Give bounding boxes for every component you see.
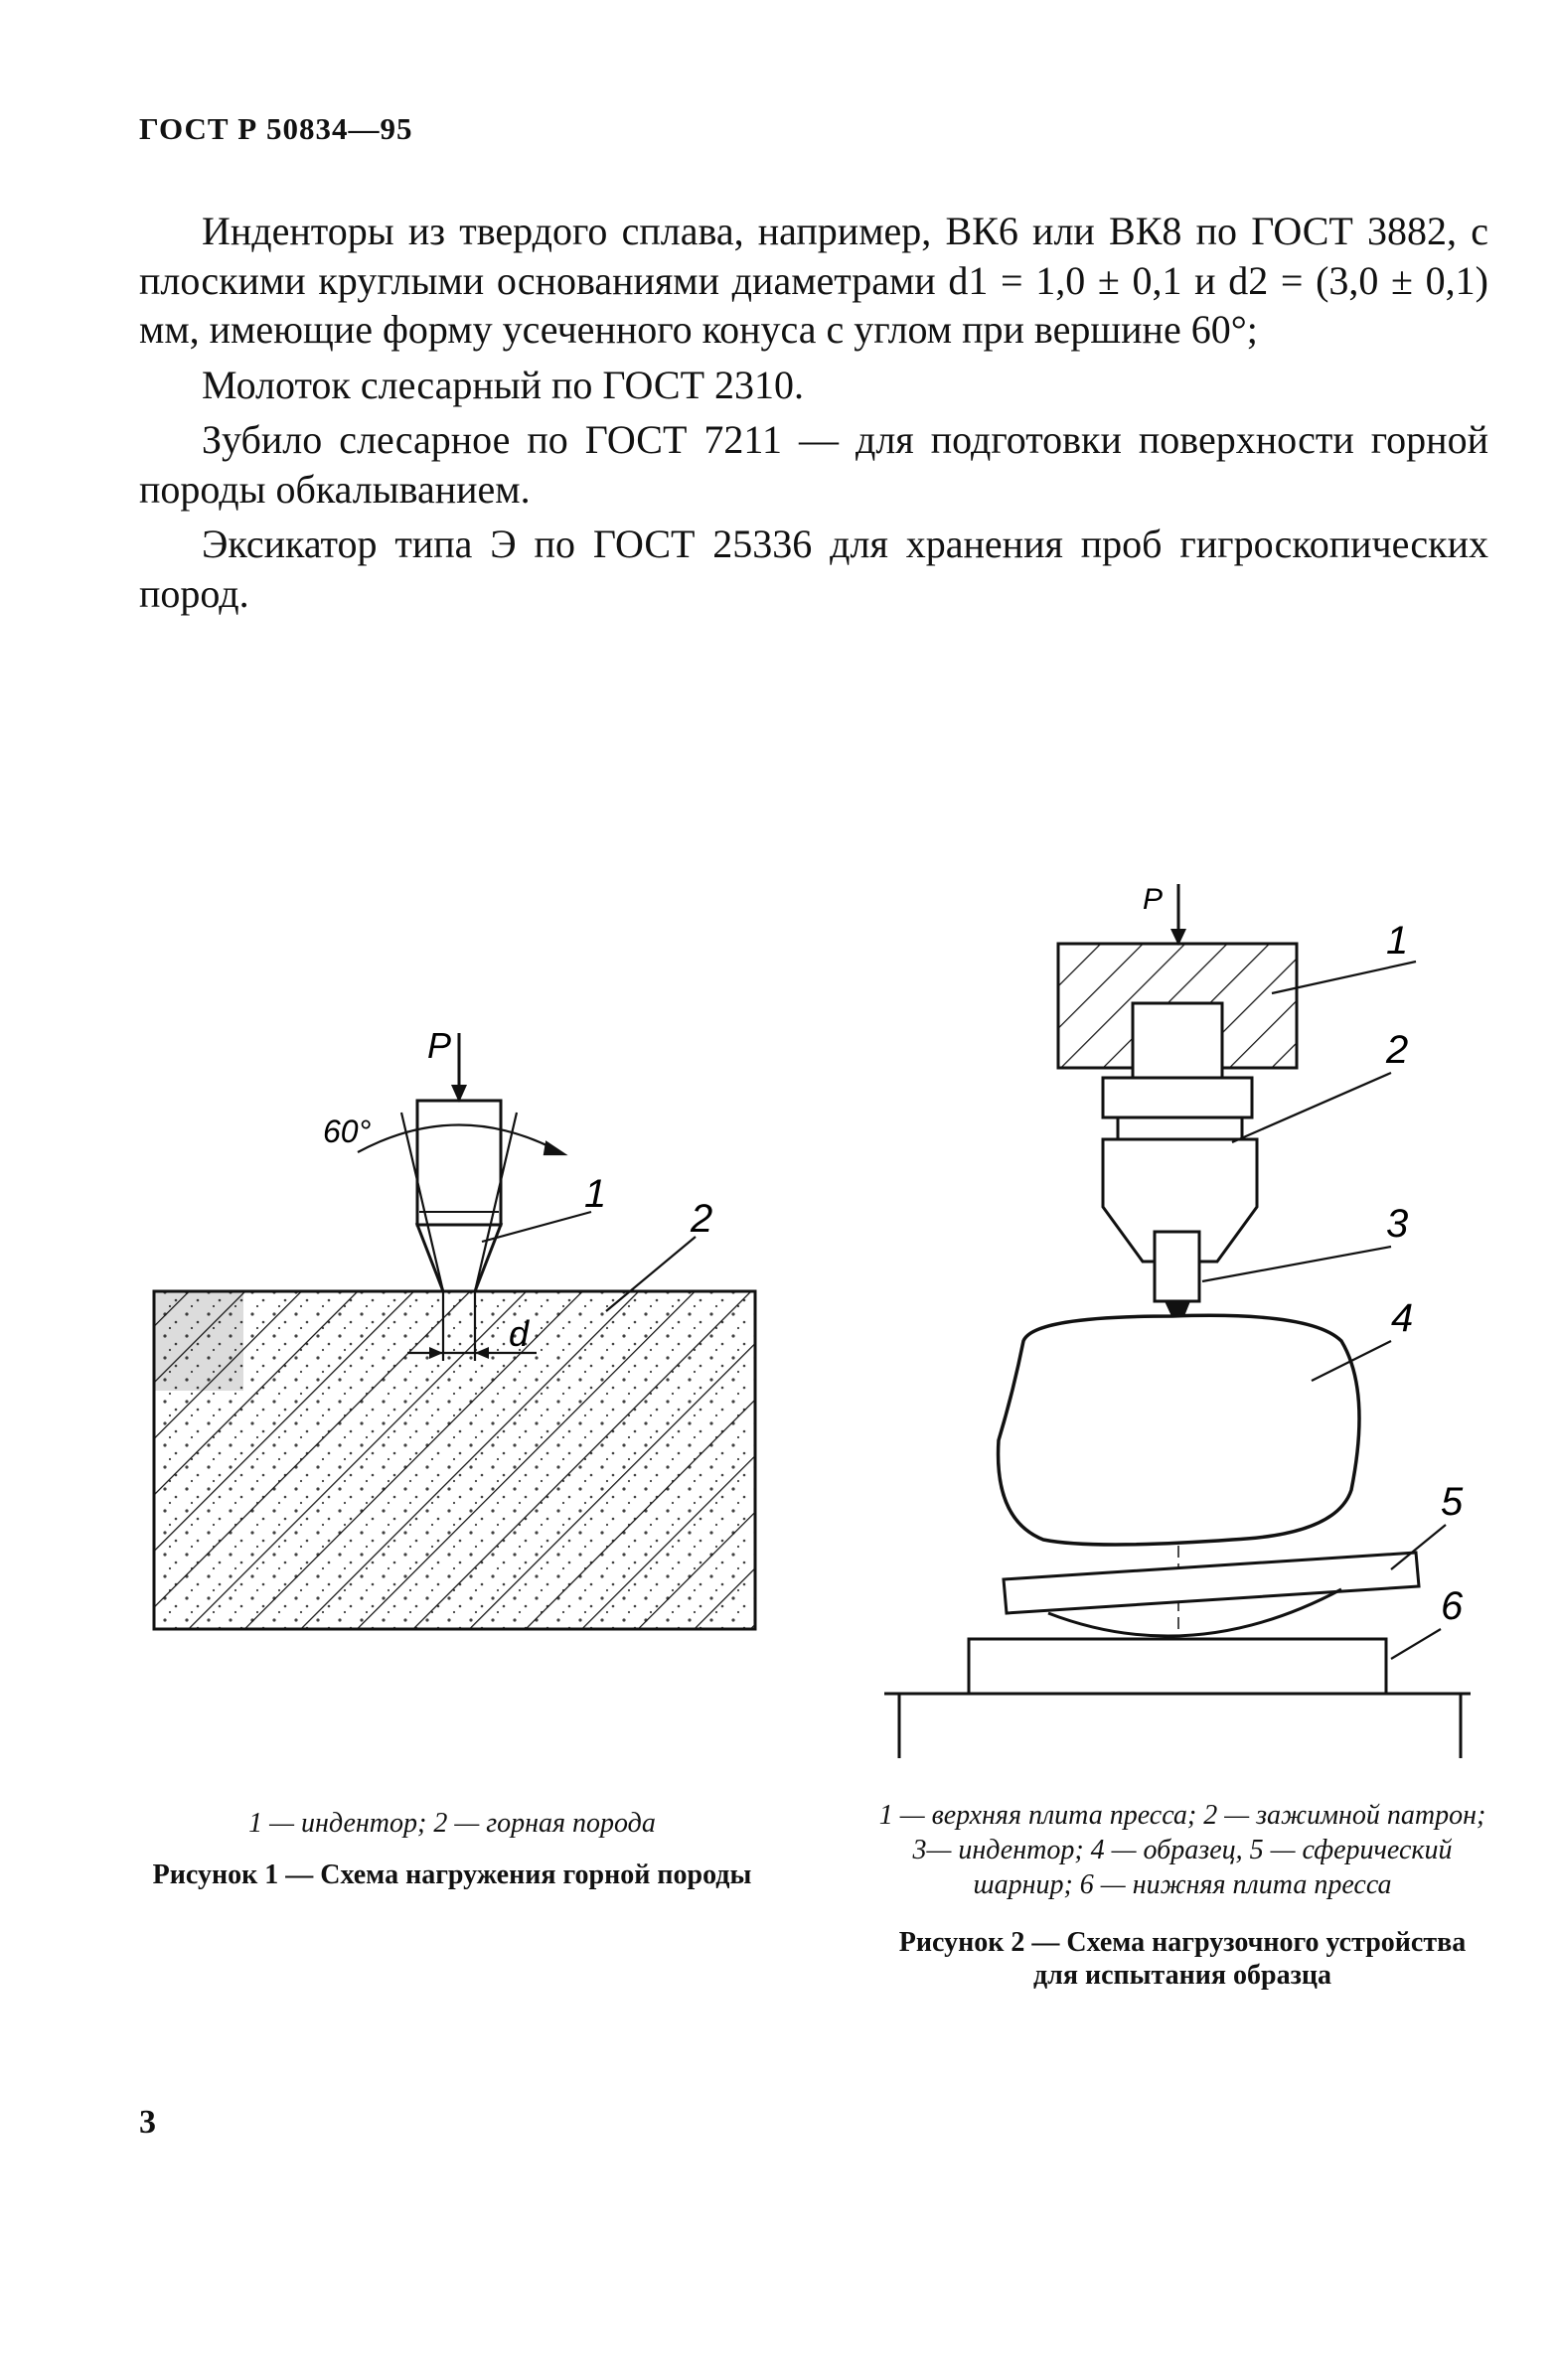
figure-1-title: Рисунок 1 — Схема нагружения горной породы xyxy=(152,1859,752,1890)
lower-press-plate xyxy=(884,1639,1471,1758)
label-n2: 2 xyxy=(1386,1028,1409,1072)
figure-2-legend: 1 — верхняя плита пресса; 2 — зажимной патрон; 3— индентор; 4 — образец, 5 — сферический шарнир; 6 — нижняя плита пресса xyxy=(878,1800,1486,1900)
label-n6: 6 xyxy=(1441,1584,1464,1628)
figure-1-legend: 1 — индентор; 2 — горная порода xyxy=(248,1808,656,1839)
figure-2-svg xyxy=(874,874,1490,1788)
label-diameter-d: d xyxy=(509,1313,530,1354)
paragraph-indenters: Инденторы из твердого сплава, например, ВК6 или ВК8 по ГОСТ 3882, с плоскими круглыми основаниями диаметрами d1 = 1,0 ± 0,1 и d2 = (3,0 ± 0,1) мм, имеющие форму усеченного конуса с углом при вершине 60°; xyxy=(139,209,1488,352)
figure-1-svg xyxy=(139,1003,775,1659)
figure-2-caption xyxy=(874,1798,1490,1992)
rock-block xyxy=(154,1291,755,1629)
paragraph-hammer: Молоток слесарный по ГОСТ 2310. xyxy=(202,362,805,407)
label-rock-2: 2 xyxy=(691,1197,713,1241)
paragraph-desiccator: Эксикатор типа Э по ГОСТ 25336 для хранения проб гигроскопических пород. xyxy=(139,521,1488,616)
sample-body xyxy=(999,1315,1359,1545)
indenter-shape xyxy=(417,1101,501,1291)
paragraph-chisel: Зубило слесарное по ГОСТ 7211 — для подготовки поверхности горной породы обкалыванием. xyxy=(139,417,1488,512)
label-n4: 4 xyxy=(1391,1296,1414,1340)
force-arrow-1 xyxy=(451,1033,467,1103)
figure-2-title: Рисунок 2 — Схема нагрузочного устройства для испытания образца xyxy=(898,1927,1467,1991)
page-number: 3 xyxy=(139,2104,156,2141)
spherical-hinge xyxy=(1004,1553,1419,1636)
label-n3: 3 xyxy=(1386,1202,1409,1246)
label-force-p: P xyxy=(427,1025,452,1066)
document-header: ГОСТ Р 50834—95 xyxy=(139,111,413,146)
figure-1-diagram xyxy=(139,1003,775,1659)
label-n5: 5 xyxy=(1441,1480,1464,1524)
label-n1: 1 xyxy=(1386,919,1409,963)
label-force-p2: P xyxy=(1143,883,1164,916)
body-text xyxy=(139,207,1488,624)
figure-1-caption xyxy=(149,1806,755,1891)
label-angle: 60° xyxy=(323,1114,372,1149)
label-indenter-1: 1 xyxy=(584,1172,607,1216)
figure-2-diagram xyxy=(874,874,1490,1788)
